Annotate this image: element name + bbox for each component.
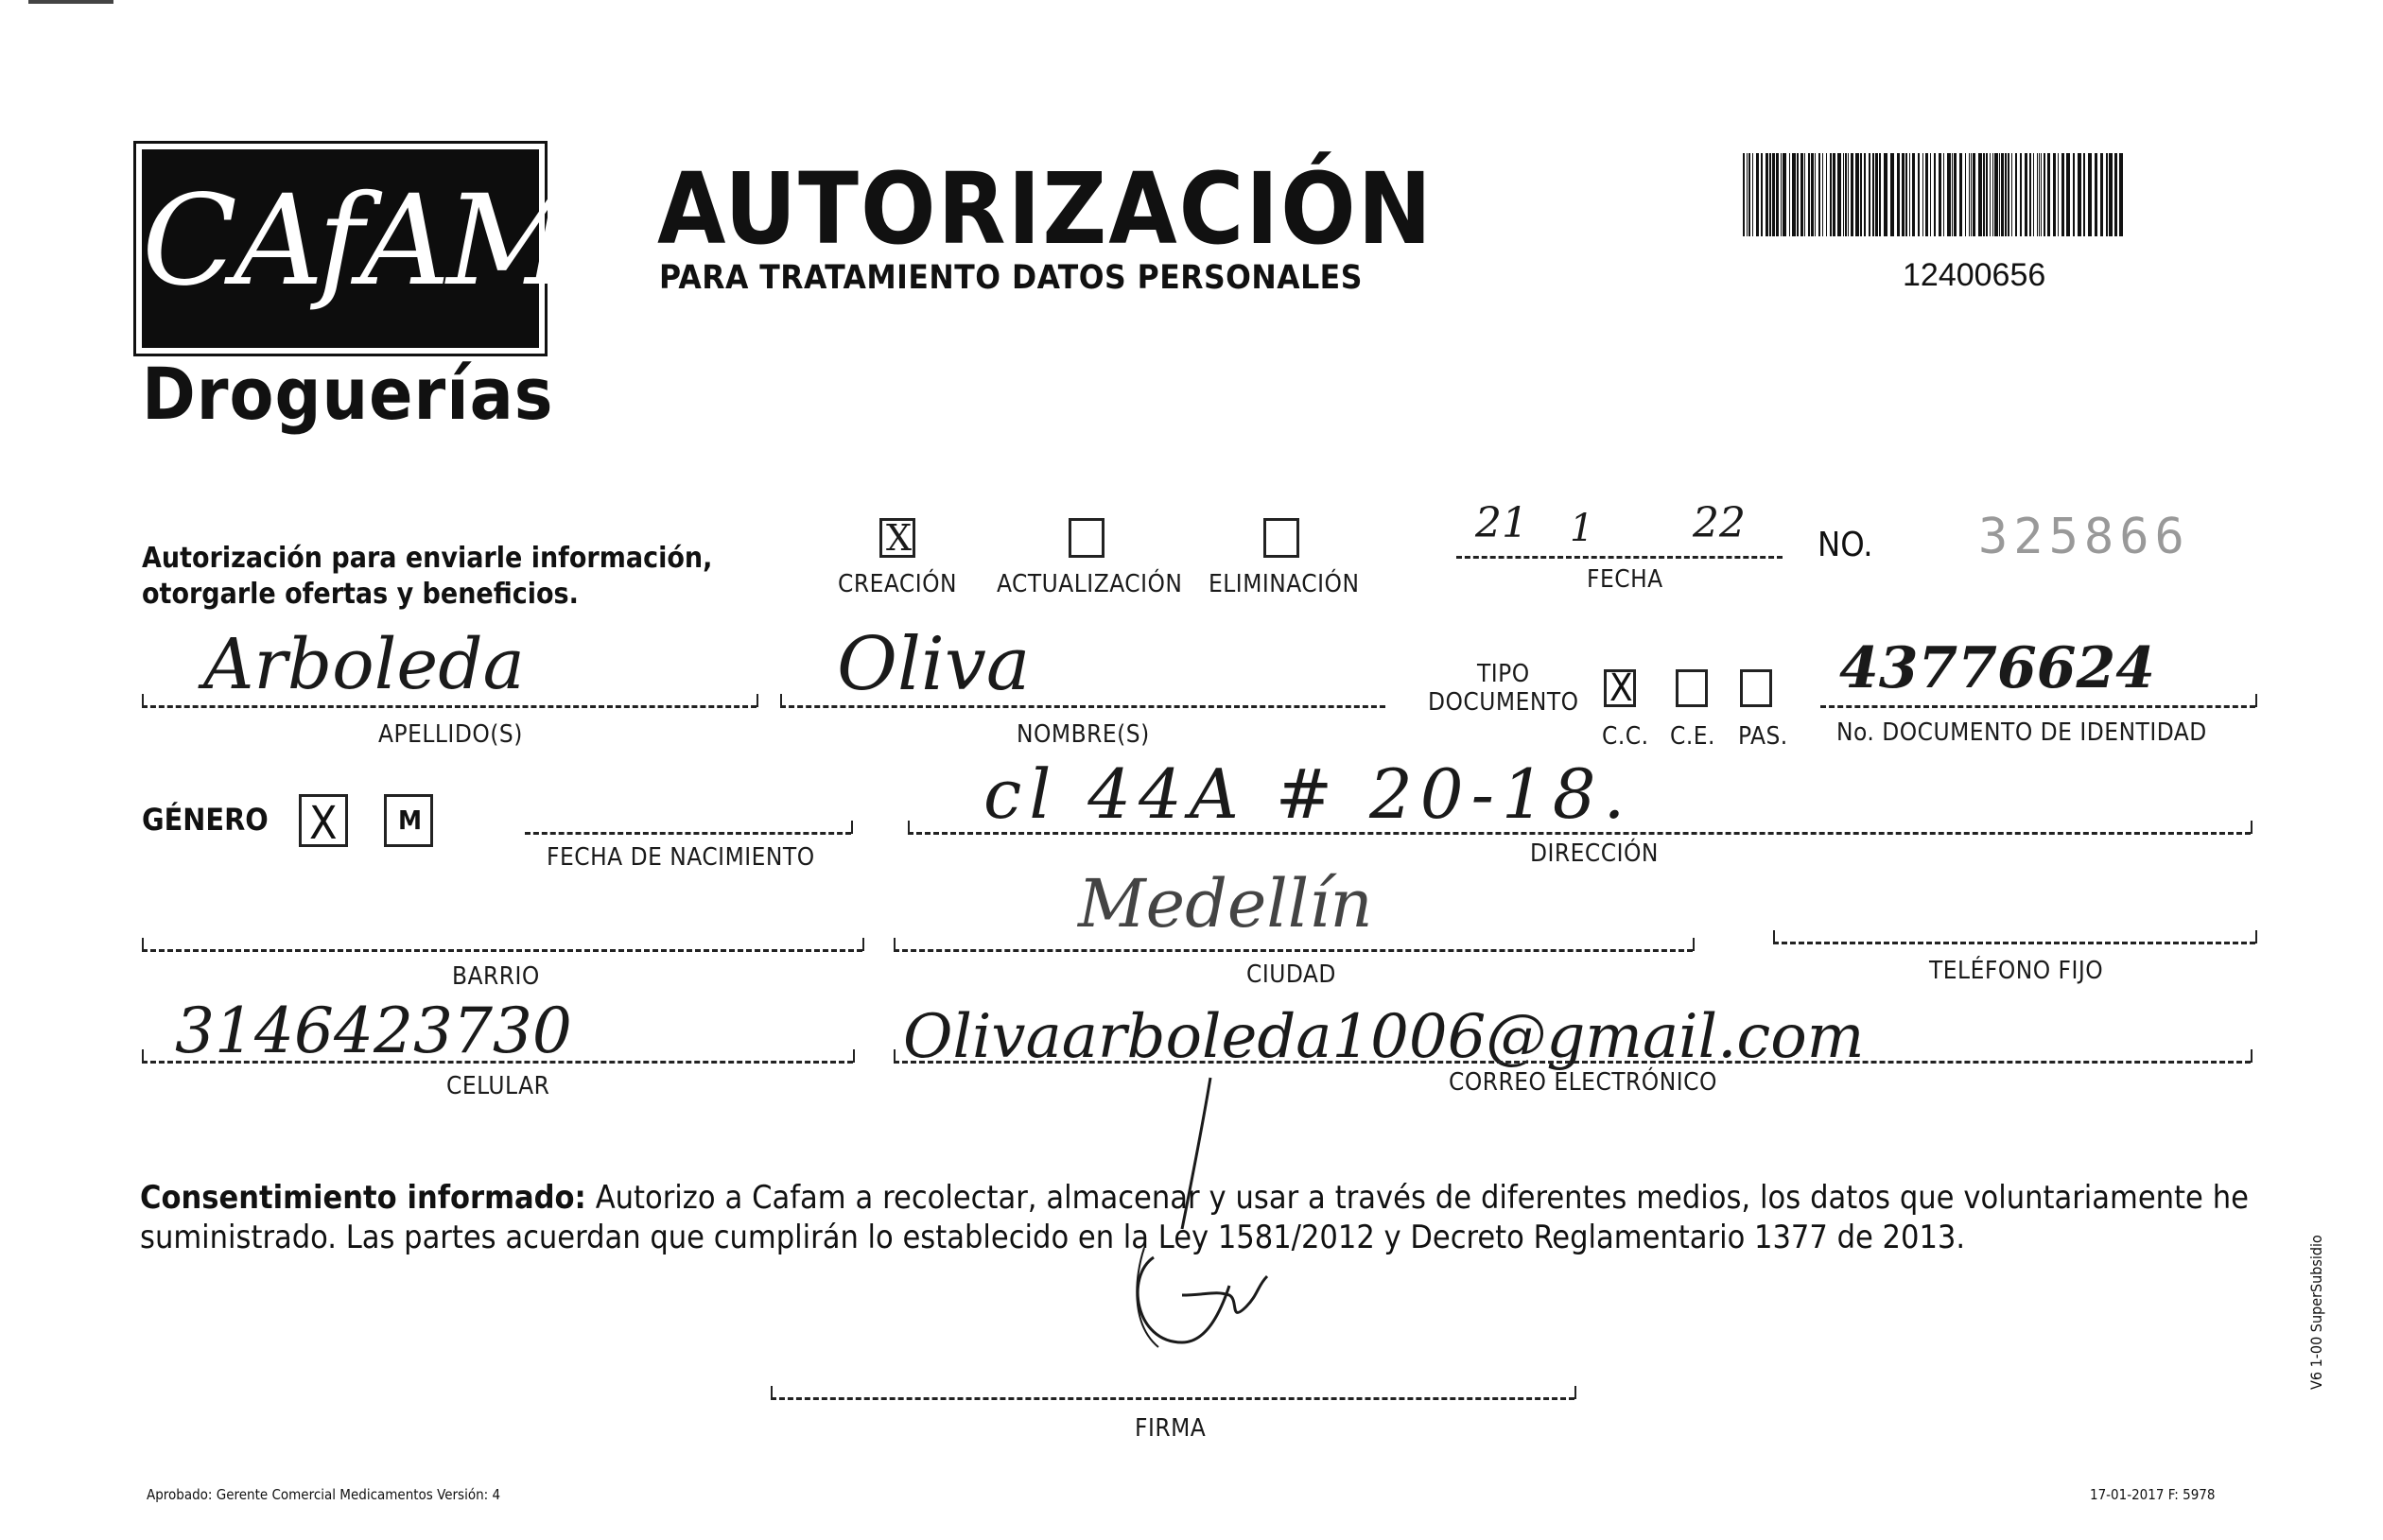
- eliminacion-label: ELIMINACIÓN: [1209, 570, 1360, 598]
- fecha-month: 1: [1570, 507, 1594, 550]
- barcode-bar: [1826, 153, 1827, 236]
- barcode-bar: [1890, 153, 1894, 236]
- document-number-line: [1820, 705, 2255, 708]
- ciudad-line: [894, 949, 1693, 952]
- tipo-documento-label-1: TIPO: [1477, 660, 1530, 688]
- actualizacion-label: ACTUALIZACIÓN: [997, 570, 1183, 598]
- barcode-bar: [2047, 153, 2050, 236]
- barcode-bar: [2100, 153, 2103, 236]
- telefono-label: TELÉFONO FIJO: [1929, 957, 2104, 985]
- barcode-bar: [1855, 153, 1859, 236]
- barcode-bar: [1761, 153, 1763, 236]
- barcode-bar: [1973, 153, 1975, 236]
- barcode-bar: [2033, 153, 2034, 236]
- nombres-line: [780, 705, 1385, 708]
- barcode-bar: [1990, 153, 1991, 236]
- genero-m-checkbox[interactable]: [384, 794, 433, 847]
- line-tick: [142, 694, 144, 707]
- barcode-bar: [2083, 153, 2085, 236]
- barcode-bar: [1808, 153, 1810, 236]
- barcode-bar: [1743, 153, 1745, 236]
- correo-value: Olivaarboleda1006@gmail.com: [903, 1002, 1865, 1072]
- cc-mark: X: [1609, 666, 1633, 710]
- nombres-value: Oliva: [837, 622, 1031, 707]
- side-vertical-text: V6 1-00 SuperSubsidio: [2307, 1235, 2325, 1390]
- barcode-bar: [1769, 153, 1771, 236]
- barcode-bar: [1922, 153, 1923, 236]
- scan-mark: [28, 0, 113, 4]
- firma-line: [771, 1397, 1574, 1400]
- barcode-bar: [1897, 153, 1900, 236]
- barrio-line: [142, 949, 862, 952]
- fecha-year: 22: [1693, 499, 1746, 547]
- page-title: AUTORIZACIÓN: [657, 151, 1434, 267]
- barcode-bar: [1934, 153, 1936, 236]
- barcode-bar: [1971, 153, 1972, 236]
- actualizacion-checkbox[interactable]: [1069, 518, 1105, 558]
- pas-checkbox[interactable]: [1740, 669, 1772, 707]
- signature: [1040, 1059, 1286, 1380]
- barcode-bar: [1905, 153, 1907, 236]
- barrio-label: BARRIO: [452, 962, 540, 991]
- barcode-bar: [1781, 153, 1782, 236]
- birthdate-line: [525, 832, 851, 835]
- apellidos-value: Arboleda: [203, 624, 525, 705]
- barcode-bar: [2041, 153, 2042, 236]
- line-tick: [2255, 694, 2257, 707]
- ciudad-label: CIUDAD: [1246, 960, 1336, 989]
- barcode-bar: [1851, 153, 1853, 236]
- barcode-bar: [1925, 153, 1928, 236]
- barcode-bar: [1999, 153, 2000, 236]
- genero-f-checkbox[interactable]: [299, 794, 348, 850]
- barcode-bar: [1822, 153, 1823, 236]
- firma-label: FIRMA: [1135, 1414, 1207, 1443]
- barcode-bar: [1947, 153, 1951, 236]
- barcode-bar: [1986, 153, 1988, 236]
- ciudad-value: Medellín: [1078, 865, 1373, 943]
- barcode-bar: [1783, 153, 1786, 236]
- line-tick: [1773, 930, 1775, 943]
- barcode-bar: [1872, 153, 1874, 236]
- footer-approval: Aprobado: Gerente Comercial Medicamentos Versión: 4: [147, 1486, 501, 1503]
- barcode-bar: [1994, 153, 1998, 236]
- barcode-bar: [1804, 153, 1805, 236]
- barcode-bar: [1752, 153, 1753, 236]
- telefono-line: [1773, 942, 2255, 944]
- footer-date-code: 17-01-2017 F: 5978: [2090, 1486, 2216, 1503]
- celular-label: CELULAR: [446, 1072, 550, 1100]
- barcode-bar: [1748, 153, 1750, 236]
- barcode-bar: [2011, 153, 2012, 236]
- barcode-bar: [2020, 153, 2022, 236]
- number-label: NO.: [1818, 526, 1873, 564]
- barcode-bar: [1747, 153, 1748, 236]
- line-tick: [908, 821, 910, 834]
- consent-text: Autorizo a Cafam a recolectar, almacenar y usar a través de diferentes medios, los datos que voluntariamente he suministrado. Las partes acuerdan que cumplirán lo establecido en la Ley 1581/2012 y Decreto Reglamentario 1377 de 2013.: [140, 1179, 2249, 1256]
- line-tick: [1574, 1386, 1576, 1399]
- ce-label: C.E.: [1670, 722, 1715, 751]
- barcode-bar: [1884, 153, 1887, 236]
- tipo-documento-label-2: DOCUMENTO: [1428, 688, 1579, 717]
- creacion-label: CREACIÓN: [838, 570, 958, 598]
- barcode-bar: [1848, 153, 1849, 236]
- barcode-bar: [2001, 153, 2004, 236]
- barcode-bar: [2005, 153, 2007, 236]
- direccion-line: [908, 832, 2251, 835]
- eliminacion-checkbox[interactable]: [1263, 518, 1299, 558]
- barcode-bar: [2025, 153, 2027, 236]
- barcode-bar: [1875, 153, 1878, 236]
- fecha-line: [1456, 556, 1783, 559]
- barcode-bar: [1789, 153, 1790, 236]
- barcode-number: 12400656: [1903, 257, 2046, 293]
- barcode-bar: [2073, 153, 2075, 236]
- form-number: 325866: [1978, 509, 2190, 565]
- apellidos-line: [142, 705, 757, 708]
- intro-line-1: Autorización para enviarle información,: [142, 542, 713, 575]
- barcode-bar: [1978, 153, 1982, 236]
- barcode-bar: [1952, 153, 1953, 236]
- cc-label: C.C.: [1602, 722, 1649, 751]
- barcode-bar: [1811, 153, 1814, 236]
- line-tick: [894, 1049, 896, 1063]
- direccion-value: cl 44A # 20-18.: [983, 754, 1633, 834]
- consent-heading: Consentimiento informado:: [140, 1179, 586, 1217]
- line-tick: [771, 1386, 773, 1399]
- barcode-bar: [1800, 153, 1803, 236]
- logo-subtitle: Droguerías: [142, 352, 554, 436]
- line-tick: [757, 694, 758, 707]
- genero-m-label: M: [398, 805, 423, 836]
- barcode: [1743, 153, 2124, 236]
- barcode-bar: [2109, 153, 2113, 236]
- barcode-bar: [2058, 153, 2059, 236]
- line-tick: [851, 821, 853, 834]
- barcode-bar: [2114, 153, 2117, 236]
- barcode-bar: [2044, 153, 2045, 236]
- line-tick: [853, 1049, 855, 1063]
- line-tick: [2251, 821, 2253, 834]
- barcode-bar: [2078, 153, 2081, 236]
- barcode-bar: [1845, 153, 1847, 236]
- barcode-bar: [1909, 153, 1910, 236]
- line-tick: [780, 694, 782, 707]
- line-tick: [2251, 1049, 2253, 1063]
- barcode-bar: [1772, 153, 1775, 236]
- intro-line-2: otorgarle ofertas y beneficios.: [142, 578, 579, 611]
- barcode-bar: [1902, 153, 1905, 236]
- creacion-mark: X: [886, 517, 913, 559]
- fecha-day: 21: [1475, 499, 1528, 547]
- genero-label: GÉNERO: [142, 802, 269, 838]
- barcode-bar: [1879, 153, 1881, 236]
- direccion-label: DIRECCIÓN: [1530, 839, 1659, 868]
- authorization-intro: [142, 541, 712, 613]
- barcode-bar: [1992, 153, 1993, 236]
- barcode-bar: [1797, 153, 1799, 236]
- barcode-bar: [2088, 153, 2092, 236]
- barcode-bar: [1766, 153, 1768, 236]
- barcode-bar: [1918, 153, 1920, 236]
- cc-checkbox[interactable]: [1604, 666, 1636, 710]
- page-subtitle: PARA TRATAMIENTO DATOS PERSONALES: [659, 259, 1363, 297]
- barcode-bar: [1939, 153, 1941, 236]
- barcode-bar: [1969, 153, 1970, 236]
- line-tick: [2255, 930, 2257, 943]
- barcode-bar: [1833, 153, 1835, 236]
- barcode-bar: [2053, 153, 2056, 236]
- barcode-bar: [1837, 153, 1841, 236]
- nombres-label: NOMBRE(S): [1017, 720, 1150, 749]
- barcode-bar: [1756, 153, 1759, 236]
- barcode-bar: [1912, 153, 1915, 236]
- barcode-bar: [1930, 153, 1931, 236]
- creacion-checkbox[interactable]: [879, 518, 915, 558]
- genero-f-mark: X: [309, 797, 338, 850]
- line-tick: [894, 938, 896, 951]
- birthdate-label: FECHA DE NACIMIENTO: [547, 843, 815, 872]
- barcode-bar: [2119, 153, 2123, 236]
- barcode-bar: [1830, 153, 1832, 236]
- barcode-bar: [1843, 153, 1844, 236]
- barcode-bar: [2061, 153, 2064, 236]
- barcode-bar: [2015, 153, 2017, 236]
- barcode-bar: [1943, 153, 1944, 236]
- barcode-bar: [1815, 153, 1816, 236]
- cafam-logo-text: CAfAM: [142, 168, 571, 314]
- barcode-bar: [1869, 153, 1870, 236]
- line-tick: [862, 938, 864, 951]
- barcode-bar: [2106, 153, 2108, 236]
- barcode-bar: [2029, 153, 2031, 236]
- correo-label: CORREO ELECTRÓNICO: [1449, 1068, 1717, 1097]
- barcode-bar: [2066, 153, 2070, 236]
- barcode-bar: [1965, 153, 1966, 236]
- barcode-bar: [1983, 153, 1985, 236]
- barcode-bar: [2039, 153, 2040, 236]
- ce-checkbox[interactable]: [1676, 669, 1708, 707]
- barcode-bar: [1864, 153, 1866, 236]
- line-tick: [142, 1049, 144, 1063]
- barcode-bar: [2095, 153, 2097, 236]
- celular-value: 3146423730: [175, 995, 572, 1067]
- barcode-bar: [2008, 153, 2009, 236]
- line-tick: [142, 938, 144, 951]
- barcode-bar: [1792, 153, 1796, 236]
- fecha-label: FECHA: [1587, 565, 1663, 594]
- document-number-label: No. DOCUMENTO DE IDENTIDAD: [1836, 718, 2207, 747]
- line-tick: [1693, 938, 1695, 951]
- barcode-bar: [1818, 153, 1820, 236]
- apellidos-label: APELLIDO(S): [378, 720, 523, 749]
- barcode-bar: [1860, 153, 1862, 236]
- pas-label: PAS.: [1738, 722, 1788, 751]
- celular-line: [142, 1061, 853, 1064]
- document-number-value: 43776624: [1839, 635, 2155, 701]
- barcode-bar: [1954, 153, 1957, 236]
- barcode-bar: [1959, 153, 1962, 236]
- barcode-bar: [2037, 153, 2038, 236]
- barcode-bar: [1776, 153, 1779, 236]
